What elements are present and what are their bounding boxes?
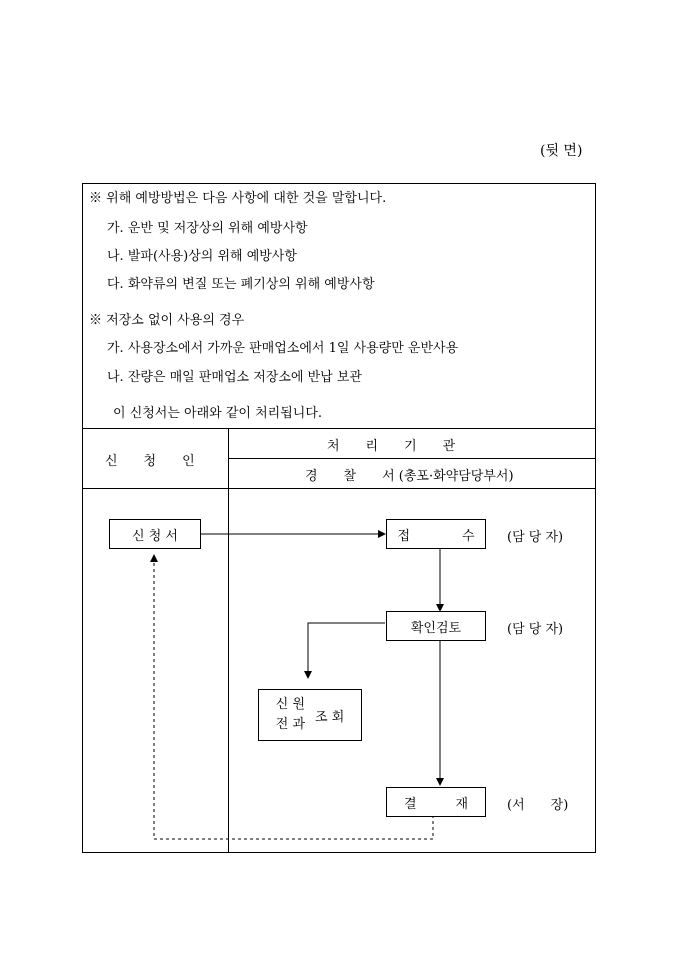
notes-heading-1: ※ 위해 예방방법은 다음 사항에 대한 것을 말합니다.	[89, 191, 387, 206]
receipt-role: (담 당 자)	[507, 530, 564, 545]
note-item-1b: 나. 발파(사용)상의 위해 예방사항	[107, 249, 297, 264]
inquiry-label: 조 회	[315, 709, 345, 725]
note-item-2b: 나. 잔량은 매일 판매업소 저장소에 반납 보관	[107, 370, 362, 385]
reference-mark: ※	[89, 313, 103, 328]
criminal-record-label: 전 과	[275, 717, 305, 732]
inquiry-left	[276, 695, 305, 735]
note-item-2a: 가. 사용장소에서 가까운 판매업소에서 1일 사용량만 운반사용	[107, 341, 459, 356]
notes-heading-2-text: 저장소 없이 사용의 경우	[106, 313, 245, 328]
approval-role: (서 장)	[507, 798, 569, 813]
page-side-label: (뒷 면)	[540, 143, 583, 159]
receipt-box: 접 수	[386, 519, 486, 549]
process-intro: 이 신청서는 아래와 같이 처리됩니다.	[113, 406, 323, 421]
identity-label: 신 원	[275, 697, 305, 712]
application-box: 신 청 서	[109, 519, 201, 549]
arrow-review-to-inquiry	[308, 623, 385, 678]
form-back-side	[82, 183, 596, 853]
review-role: (담 당 자)	[507, 622, 564, 637]
note-item-1c: 다. 화약류의 변질 또는 폐기상의 위해 예방사항	[107, 277, 375, 292]
inquiry-content	[276, 695, 345, 735]
process-flow-arrows	[83, 184, 595, 852]
agency-header: 처 리 기 관	[327, 439, 456, 454]
agency-subheader: 경 찰 서 (총포·화약담당부서)	[305, 469, 514, 484]
applicant-header: 신 청 인	[105, 454, 195, 469]
inquiry-box	[258, 689, 362, 741]
approval-box: 결 재	[386, 787, 486, 817]
note-item-1a: 가. 운반 및 저장상의 위해 예방사항	[107, 221, 308, 236]
review-box: 확인검토	[386, 611, 486, 641]
